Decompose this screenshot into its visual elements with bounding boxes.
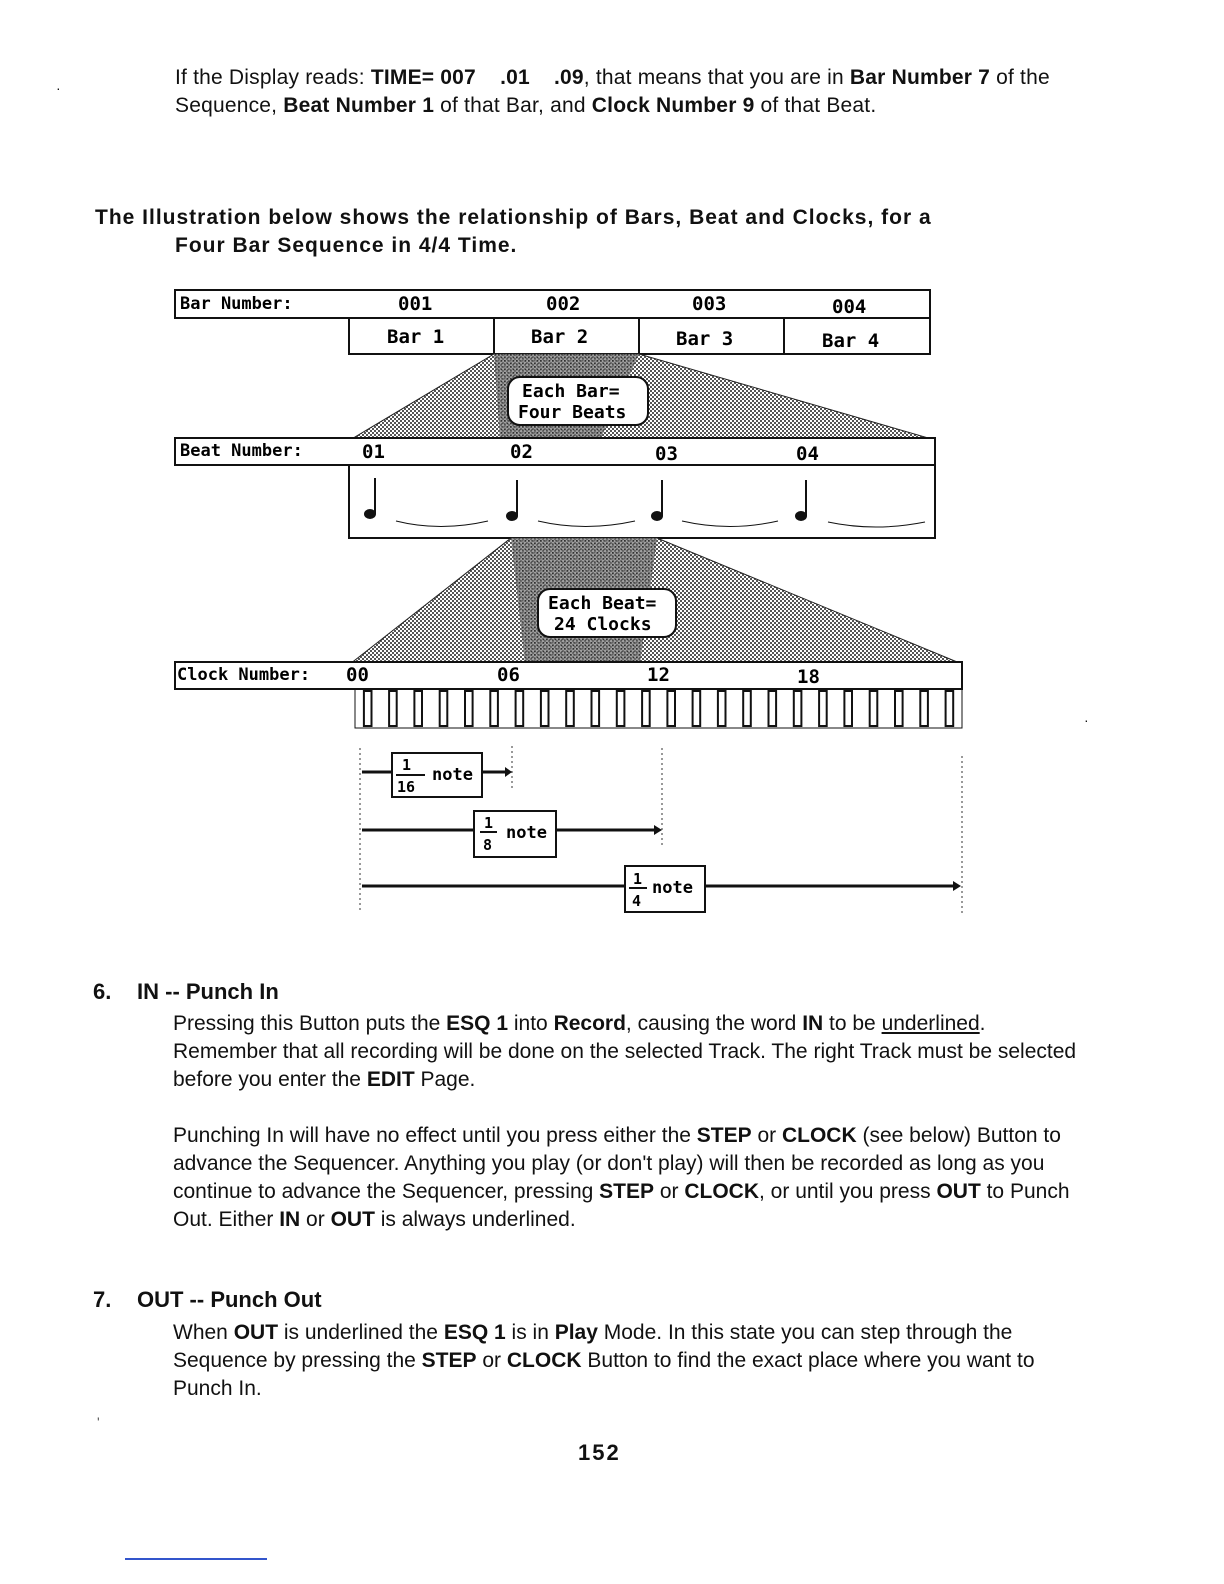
clock-tick (895, 691, 903, 726)
section-7-heading: 7. OUT -- Punch Out (93, 1287, 322, 1312)
clock-tick (642, 691, 650, 726)
clock-tick (920, 691, 928, 726)
clock-tick (516, 691, 524, 726)
clock-tick (844, 691, 852, 726)
svg-text:24 Clocks: 24 Clocks (554, 614, 652, 635)
sixteenth-note-span (362, 753, 512, 797)
clock-tick (693, 691, 701, 726)
quarter-note-span (362, 866, 961, 912)
svg-text:1: 1 (402, 756, 412, 774)
scan-speck: · (56, 80, 61, 96)
clock-tick (566, 691, 574, 726)
clock-tick (389, 691, 397, 726)
bar-number-label: Bar Number: (180, 294, 293, 314)
svg-text:16: 16 (397, 778, 416, 796)
clock-number: 00 (346, 664, 369, 686)
bar-box: Bar 4 (822, 330, 880, 352)
bar-box: Bar 2 (531, 326, 589, 348)
clock-tick (794, 691, 802, 726)
bar-number: 002 (546, 293, 581, 315)
clock-tick (743, 691, 751, 726)
clock-tick (490, 691, 498, 726)
section-6-paragraph-2: Punching In will have no effect until you press either the STEP or CLOCK (see below) Button to advance the Sequencer. Anything you play (or don't play) will then be recorded as long as you continue to advance the Sequencer, pressing STEP or CLOCK, or until you press OUT to Punch Out. Either IN or OUT is always underlined. (173, 1124, 1070, 1231)
svg-text:note: note (432, 765, 473, 785)
intro-paragraph: If the Display reads: TIME= 007 .01 .09, that means that you are in Bar Number 7 of the Sequence, Beat Number 1 of that Bar, and Clock Number 9 of that Beat. (175, 66, 1050, 117)
section-7-paragraph-1: When OUT is underlined the ESQ 1 is in Play Mode. In this state you can step through the Sequence by pressing the STEP or CLOCK Button to find the exact place where you want to Punch In. (173, 1321, 1035, 1400)
clock-number: 18 (797, 666, 820, 688)
clock-tick (541, 691, 549, 726)
svg-text:1: 1 (484, 814, 494, 832)
svg-text:note: note (652, 878, 693, 898)
svg-text:1: 1 (633, 870, 643, 888)
clock-tick (414, 691, 422, 726)
clock-tick (465, 691, 473, 726)
clock-tick (440, 691, 448, 726)
svg-text:8: 8 (483, 836, 493, 854)
clock-number: 06 (497, 664, 520, 686)
svg-text:4: 4 (632, 892, 642, 910)
beat-number-label: Beat Number: (180, 441, 303, 461)
clock-tick (946, 691, 954, 726)
page-number: 152 (578, 1440, 621, 1465)
svg-text:Four Beats: Four Beats (518, 402, 627, 423)
bar-number: 001 (398, 293, 433, 315)
beat-number: 02 (510, 441, 533, 463)
clock-tick (667, 691, 675, 726)
clock-tick (819, 691, 827, 726)
beat-number: 03 (655, 443, 678, 465)
section-6-heading: 6. IN -- Punch In (93, 979, 279, 1004)
bar-box: Bar 3 (676, 328, 734, 350)
beat-number: 01 (362, 441, 385, 463)
eighth-note-span (362, 811, 662, 857)
scan-speck: ' (97, 1414, 100, 1430)
clock-number-label: Clock Number: (177, 665, 311, 685)
illustration-caption: The Illustration below shows the relationship of Bars, Beat and Clocks, for a Four Bar Sequence in 4/4 Time. (95, 206, 932, 257)
svg-text:Each Beat=: Each Beat= (548, 593, 657, 614)
footer-rule (125, 1558, 267, 1560)
svg-text:note: note (506, 823, 547, 843)
time-readout: TIME= 007 .01 .09 (370, 66, 584, 89)
bar-number: 003 (692, 293, 727, 315)
section-6-paragraph-1: Pressing this Button puts the ESQ 1 into Record, causing the word IN to be underlined. Remember that all recording will be done on the selected Track. The right Track must be selected before you enter the EDIT Page. (173, 1012, 1077, 1091)
clock-ticks (355, 689, 962, 728)
beat-number: 04 (796, 443, 819, 465)
bar-number: 004 (832, 296, 867, 318)
clock-tick (870, 691, 878, 726)
bar-box: Bar 1 (387, 326, 445, 348)
clock-tick (617, 691, 625, 726)
clock-tick (718, 691, 726, 726)
clock-number: 12 (647, 664, 670, 686)
scan-speck: · (1084, 712, 1089, 728)
clock-tick (769, 691, 777, 726)
beat-box (349, 465, 935, 538)
clock-tick (592, 691, 600, 726)
svg-text:Each Bar=: Each Bar= (522, 381, 620, 402)
clock-tick (364, 691, 372, 726)
